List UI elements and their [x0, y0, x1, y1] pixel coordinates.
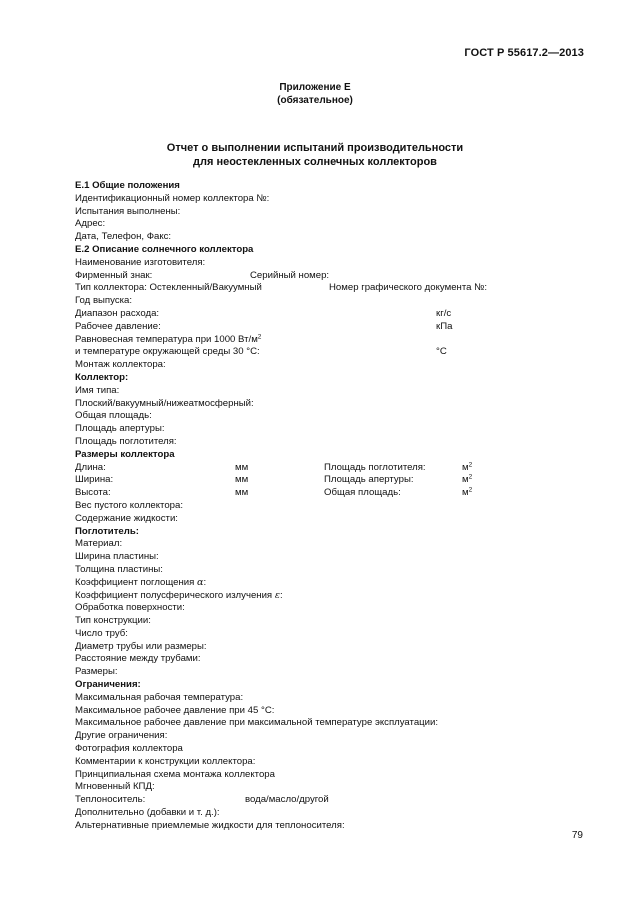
field-collector-type: Тип коллектора: Остекленный/Вакуумный — [75, 282, 262, 294]
field-sizes: Размеры: — [75, 666, 118, 678]
field-mount-scheme: Принципиальная схема монтажа коллектора — [75, 768, 275, 780]
annex-title: Приложение Е — [279, 82, 351, 93]
row-type-drawing — [75, 282, 555, 295]
field-tube-spacing: Расстояние между трубами: — [75, 653, 201, 665]
unit-mm: мм — [235, 461, 249, 473]
field-empty-weight: Вес пустого коллектора: — [75, 499, 184, 511]
field-alt-fluids: Альтернативные приемлемые жидкости для теплоносителя: — [75, 819, 345, 831]
colon: : — [279, 589, 283, 601]
field-equilibrium-temp — [75, 334, 555, 347]
field-aperture-area-2: Площадь апертуры: — [324, 474, 414, 486]
unit-m2 — [462, 487, 472, 500]
unit-pressure: кПа — [436, 320, 453, 332]
unit-flow: кг/с — [436, 307, 452, 319]
field-address: Адрес: — [75, 218, 106, 230]
row-heat-carrier — [75, 794, 555, 807]
field-aperture-area: Площадь апертуры: — [75, 423, 165, 435]
section-e2-heading: Е.2 Описание солнечного коллектора — [75, 243, 254, 255]
row-flow-range — [75, 308, 555, 321]
unit-m-text: м — [462, 474, 469, 486]
field-date-phone-fax: Дата, Телефон, Факс: — [75, 231, 172, 243]
field-total-area-2: Общая площадь: — [324, 487, 401, 499]
row-ambient-temp — [75, 346, 555, 359]
field-flow-range: Диапазон расхода: — [75, 307, 160, 319]
report-form — [75, 180, 555, 833]
field-tests-done: Испытания выполнены: — [75, 205, 181, 217]
absorber-heading: Поглотитель: — [75, 525, 139, 537]
annex-note: (обязательное) — [277, 95, 353, 106]
field-instant-eff: Мгновенный КПД: — [75, 781, 155, 793]
report-title-line-2: для неостекленных солнечных коллекторов — [193, 156, 437, 168]
field-max-pressure-45: Максимальное рабочее давление при 45 °С: — [75, 704, 275, 716]
carrier-options: вода/масло/другой — [245, 794, 329, 806]
field-mounting: Монтаж коллектора: — [75, 359, 166, 371]
report-title-line-1: Отчет о выполнении испытаний производительности — [166, 142, 464, 154]
row-length — [75, 462, 555, 475]
field-absorption-coef — [75, 577, 555, 590]
field-construction-type: Тип конструкции: — [75, 615, 151, 627]
field-comments: Комментарии к конструкции коллектора: — [75, 755, 256, 767]
epsilon-symbol: ε — [274, 589, 280, 601]
field-plate-thickness: Толщина пластины: — [75, 563, 163, 575]
field-collector-id: Идентификационный номер коллектора №: — [75, 192, 270, 204]
unit-temp: °С — [436, 346, 447, 358]
alpha-symbol: α — [197, 576, 204, 588]
field-photo: Фотография коллектора — [75, 743, 183, 755]
section-e1-heading: Е.1 Общие положения — [75, 180, 180, 191]
annex-heading — [0, 81, 630, 107]
field-year: Год выпуска: — [75, 295, 133, 307]
row-brand-serial — [75, 270, 555, 283]
field-type-name: Имя типа: — [75, 384, 120, 396]
emission-coef-text: Коэффициент полусферического излучения — [75, 589, 273, 601]
field-absorber-area-2: Площадь поглотителя: — [324, 461, 426, 473]
field-absorber-area: Площадь поглотителя: — [75, 435, 177, 447]
field-tube-diameter: Диаметр трубы или размеры: — [75, 640, 207, 652]
unit-m2 — [462, 474, 472, 487]
unit-m-text: м — [462, 487, 469, 499]
field-surface-treatment: Обработка поверхности: — [75, 602, 185, 614]
unit-mm: мм — [235, 487, 249, 499]
square-superscript: 2 — [468, 473, 473, 481]
document-code-header: ГОСТ Р 55617.2—2013 — [464, 47, 584, 59]
field-material: Материал: — [75, 538, 123, 550]
square-superscript: 2 — [257, 333, 262, 341]
row-width — [75, 474, 555, 487]
field-ambient-temp: и температуре окружающей среды 30 °С: — [75, 346, 260, 358]
field-max-pressure-maxtemp: Максимальное рабочее давление при максимальной температуре эксплуатации: — [75, 717, 439, 729]
equilibrium-temp-text: Равновесная температура при 1000 Вт/м — [75, 333, 258, 345]
field-heat-carrier: Теплоноситель: — [75, 794, 146, 806]
limits-heading: Ограничения: — [75, 679, 141, 691]
unit-mm: мм — [235, 474, 249, 486]
field-total-area: Общая площадь: — [75, 410, 152, 422]
field-tube-count: Число труб: — [75, 627, 128, 639]
report-title — [0, 141, 630, 169]
field-max-work-temp: Максимальная рабочая температура: — [75, 691, 244, 703]
row-height — [75, 487, 555, 500]
field-drawing-no: Номер графического документа №: — [329, 282, 488, 294]
field-width: Ширина: — [75, 474, 114, 486]
field-length: Длина: — [75, 461, 106, 473]
field-manufacturer: Наименование изготовителя: — [75, 256, 206, 268]
field-brand: Фирменный знак: — [75, 269, 153, 281]
absorption-coef-text: Коэффициент поглощения — [75, 576, 195, 588]
field-other-limits: Другие ограничения: — [75, 730, 168, 742]
row-work-pressure — [75, 321, 555, 334]
dimensions-heading: Размеры коллектора — [75, 448, 175, 460]
field-work-pressure: Рабочее давление: — [75, 320, 161, 332]
field-additives: Дополнительно (добавки и т. д.): — [75, 807, 220, 819]
square-superscript: 2 — [468, 486, 473, 494]
unit-m2 — [462, 462, 472, 475]
field-emission-coef — [75, 590, 555, 603]
field-serial: Серийный номер: — [250, 269, 330, 281]
colon: : — [203, 576, 207, 588]
field-flat-vacuum: Плоский/вакуумный/нижеатмосферный: — [75, 397, 254, 409]
unit-m-text: м — [462, 461, 469, 473]
square-superscript: 2 — [468, 461, 473, 469]
field-fluid-content: Содержание жидкости: — [75, 512, 178, 524]
page-number: 79 — [571, 830, 583, 841]
field-plate-width: Ширина пластины: — [75, 551, 159, 563]
collector-heading: Коллектор: — [75, 371, 129, 383]
field-height: Высота: — [75, 487, 111, 499]
